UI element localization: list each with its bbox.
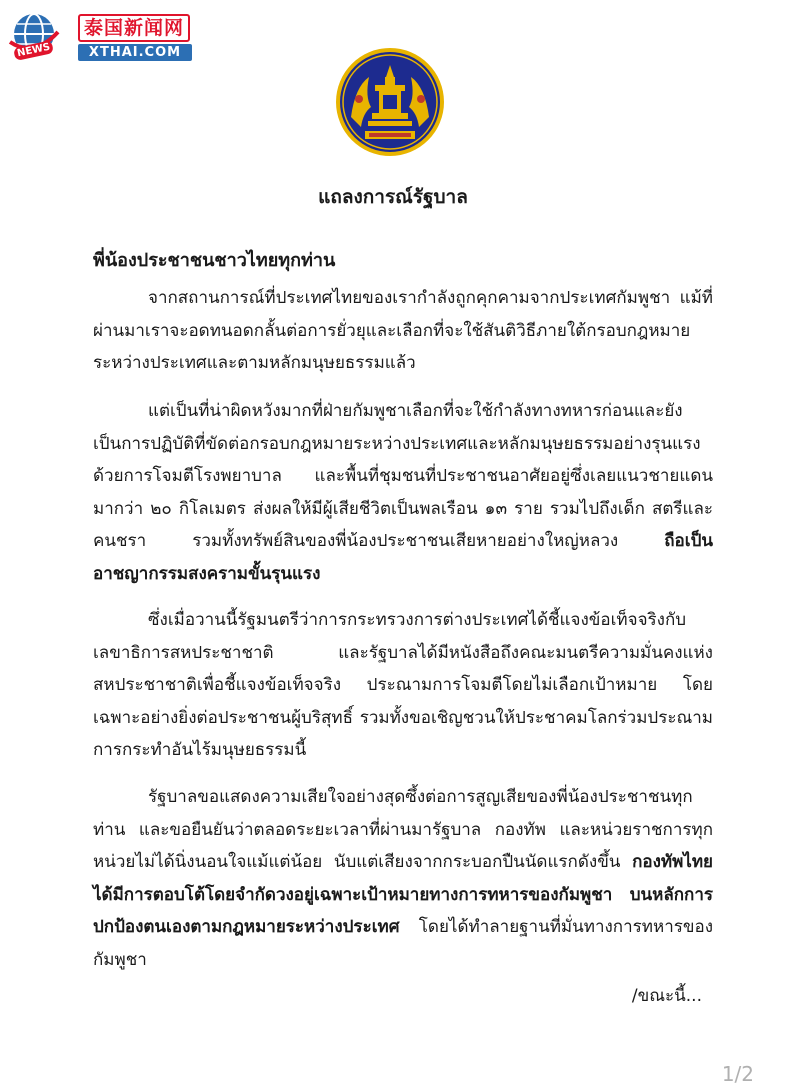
paragraph-4: [93, 781, 713, 976]
watermark-site-text: XTHAI.COM: [78, 44, 192, 61]
paragraph-3-text: ซึ่งเมื่อวานนี้รัฐมนตรีว่าการกระทรวงการต่างประเทศได้ชี้แจงข้อเท็จจริงกับเลขาธิการสหประชาชาติ และรัฐบาลได้มีหนังสือถึงคณะมนตรีความมั่นคงแห่งสหประชาชาติเพื่อชี้แจงข้อเท็จจริง ประณามการโจมตีโดยไม่เลือกเป้าหมาย โดยเฉพาะอย่างยิ่งต่อประชาชนผู้บริสุทธิ์ รวมทั้งขอเชิญชวนให้ประชาคมโลกร่วมประณามการกระทำอันไร้มนุษยธรรมนี้: [93, 610, 713, 760]
watermark-chinese-text: 泰国新闻网: [78, 14, 190, 42]
paragraph-1: [93, 282, 713, 380]
news-tag: NEWS: [13, 40, 54, 61]
paragraph-2-text: แต่เป็นที่น่าผิดหวังมากที่ฝ่ายกัมพูชาเลือกที่จะใช้กำลังทางทหารก่อนและยังเป็นการปฏิบัติที่ขัดต่อกรอบกฎหมายระหว่างประเทศและหลักมนุษยธรรมอย่างรุนแรง ด้วยการโจมตีโรงพยาบาล และพื้นที่ชุมชนที่ประชาชนอาศัยอยู่ซึ่งเลยแนวชายแดนมากว่า ๒๐ กิโลเมตร ส่งผลให้มีผู้เสียชีวิตเป็นพลเรือน ๑๓ ราย รวมไปถึงเด็ก สตรีและคนชรา รวมทั้งทรัพย์สินของพี่น้องประชาชนเสียหายอย่างใหญ่หลวง: [93, 401, 713, 551]
site-watermark: [6, 8, 196, 60]
document-title: แถลงการณ์รัฐบาล: [318, 186, 468, 208]
paragraph-2: [93, 395, 713, 590]
paragraph-4-text: รัฐบาลขอแสดงความเสียใจอย่างสุดซึ้งต่อการสูญเสียของพี่น้องประชาชนทุกท่าน และขอยืนยันว่าตลอดระยะเวลาที่ผ่านมารัฐบาล กองทัพ และหน่วยราชการทุกหน่วยไม่ได้นิ่งนอนใจแม้แต่น้อย นับแต่เสียงจากกระบอกปืนนัดแรกดังขึ้น: [93, 787, 713, 872]
paragraph-1-text: จากสถานการณ์ที่ประเทศไทยของเรากำลังถูกคุกคามจากประเทศกัมพูชา แม้ที่ผ่านมาเราจะอดทนอดกลั้นต่อการยั่วยุและเลือกที่จะใช้สันติวิธีภายใต้กรอบกฎหมายระหว่างประเทศและตามหลักมนุษยธรรมแล้ว: [93, 288, 713, 373]
page-number: 1/2: [721, 1062, 754, 1086]
continued-marker: /ขณะนี้...: [631, 986, 702, 1006]
paragraph-4-tail: โดยได้ทำลายฐานที่มั่นทางการทหารของกัมพูชา: [93, 917, 713, 970]
paragraph-4-bold: กองทัพไทยได้มีการตอบโต้โดยจำกัดวงอยู่เฉพาะเป้าหมายทางการทหารของกัมพูชา บนหลักการปกป้องตนเองตามกฎหมายระหว่างประเทศ: [93, 852, 713, 937]
thai-government-seal-icon: [335, 47, 445, 157]
paragraph-3: [93, 604, 713, 767]
paragraph-2-bold: ถือเป็นอาชญากรรมสงครามขั้นรุนแรง: [93, 531, 713, 584]
salutation: พี่น้องประชาชนชาวไทยทุกท่าน: [93, 250, 336, 271]
